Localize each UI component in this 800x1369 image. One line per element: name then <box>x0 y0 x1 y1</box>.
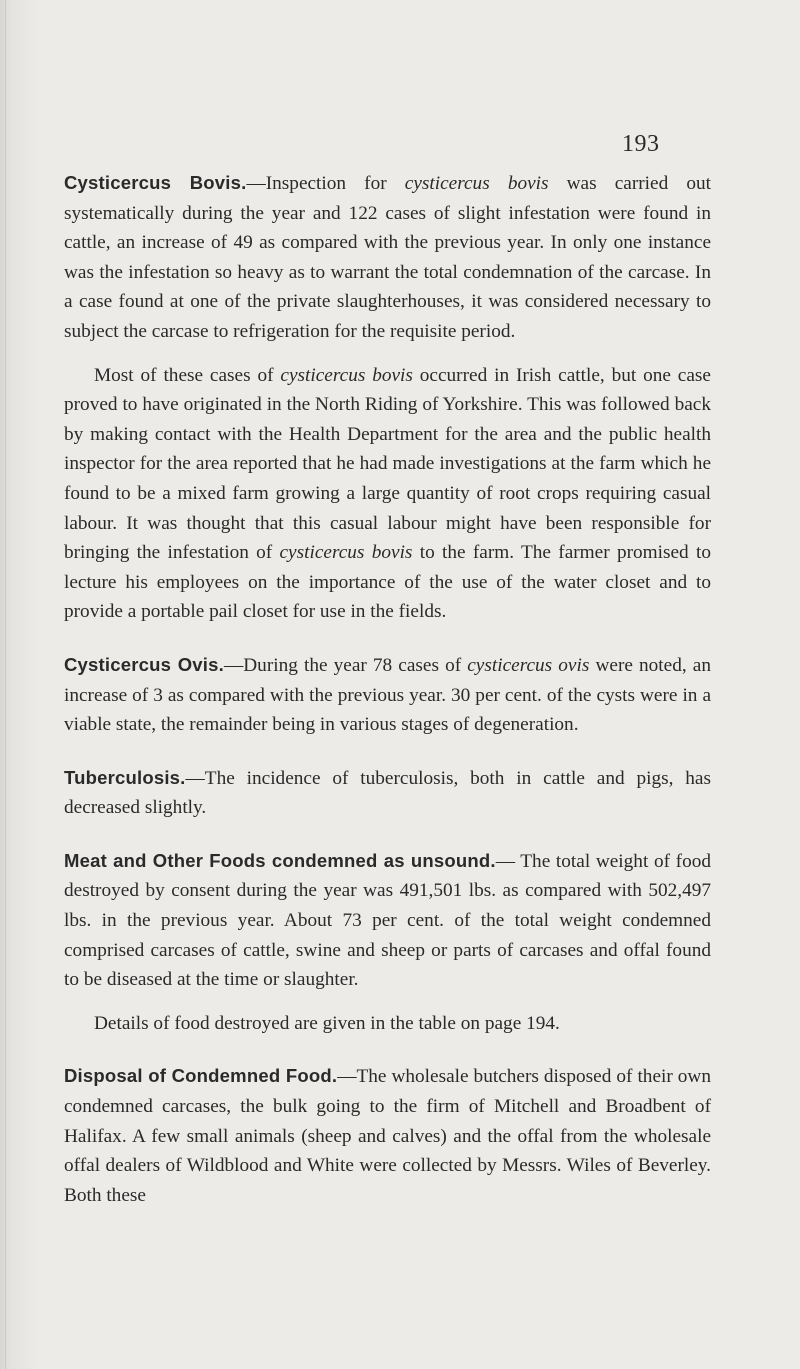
page-binding-shadow <box>0 0 46 1369</box>
text: —The wholesale butchers disposed of their own condemned carcases, the bulk going to the firm of Mitchell and Broadbent of Halifax. A few small animals (sheep and calves) and the offal from the wholesale offal dealers of Wildblood and White were collected by Messrs. Wiles of Beverley. Both these <box>64 1066 711 1206</box>
text: was carried out systematically during the year and 122 cases of slight infestation were found in cattle, an increase of 49 as compared with the previous year. In only one instance was the infestation so heavy as to warrant the total condemnation of the carcase. In a case found at one of the private slaughterhouses, it was considered necessary to subject the carcase to refrigeration for the requisite period. <box>64 173 711 342</box>
text: —The incidence of tuberculosis, both in cattle and pigs, has decreased slightly. <box>64 767 711 819</box>
text: occurred in Irish cattle, but one case proved to have originated in the North Riding of Yorkshire. This was followed back by making contact with the Health Department for the area and the public health inspector for the area reported that he had made investigations at the farm which he found to be a mixed farm growing a large quantity of root crops requiring casual labour. It was thought that this casual labour might have been responsible for bringing the infestation of <box>64 364 711 564</box>
species-term: cysticercus bovis <box>404 173 549 194</box>
text: were noted, an increase of 3 as compared with the previous year. 30 per cent. of the cysts were in a viable state, the remainder being in various stages of degeneration. <box>64 654 711 736</box>
paragraph-food-details: Details of food destroyed are given in the table on page 194. <box>94 1012 560 1034</box>
page-number: 193 <box>622 131 660 157</box>
paragraph-tuberculosis <box>64 763 711 823</box>
heading-cysticercus-bovis: Cysticercus Bovis. <box>64 172 247 193</box>
text: — The total weight of food destroyed by consent during the year was 491,501 lbs. as compared with 502,497 lbs. in the previous year. About 73 per cent. of the total weight condemned comprised carcases of cattle, swine and sheep or parts of carcases and offal found to be diseased at the time or slaughter. <box>64 850 711 991</box>
paragraph-cysticercus-bovis-origin <box>64 361 711 627</box>
heading-meat-condemned: Meat and Other Foods condemned as unsound. <box>64 849 496 871</box>
document-body <box>64 168 711 1224</box>
page-binding-edge <box>5 0 6 1369</box>
species-term: cysticercus ovis <box>467 654 590 676</box>
species-term: cysticercus bovis <box>279 542 413 564</box>
species-term: cysticercus bovis <box>280 364 413 386</box>
heading-disposal: Disposal of Condemned Food. <box>64 1065 338 1087</box>
paragraph-cysticercus-ovis <box>64 650 711 740</box>
text: —Inspection for <box>246 173 405 194</box>
heading-tuberculosis: Tuberculosis. <box>64 766 186 788</box>
paragraph-meat-condemned <box>64 846 711 995</box>
heading-cysticercus-ovis: Cysticercus Ovis. <box>64 653 224 675</box>
text: —During the year 78 cases of <box>223 654 468 676</box>
text: Most of these cases of <box>94 364 281 386</box>
paragraph-cysticercus-bovis <box>64 168 711 347</box>
text: to the farm. The farmer promised to lecture his employees on the importance of the use of the water closet and to provide a portable pail closet for use in the fields. <box>64 542 711 623</box>
paragraph-disposal <box>64 1061 711 1210</box>
